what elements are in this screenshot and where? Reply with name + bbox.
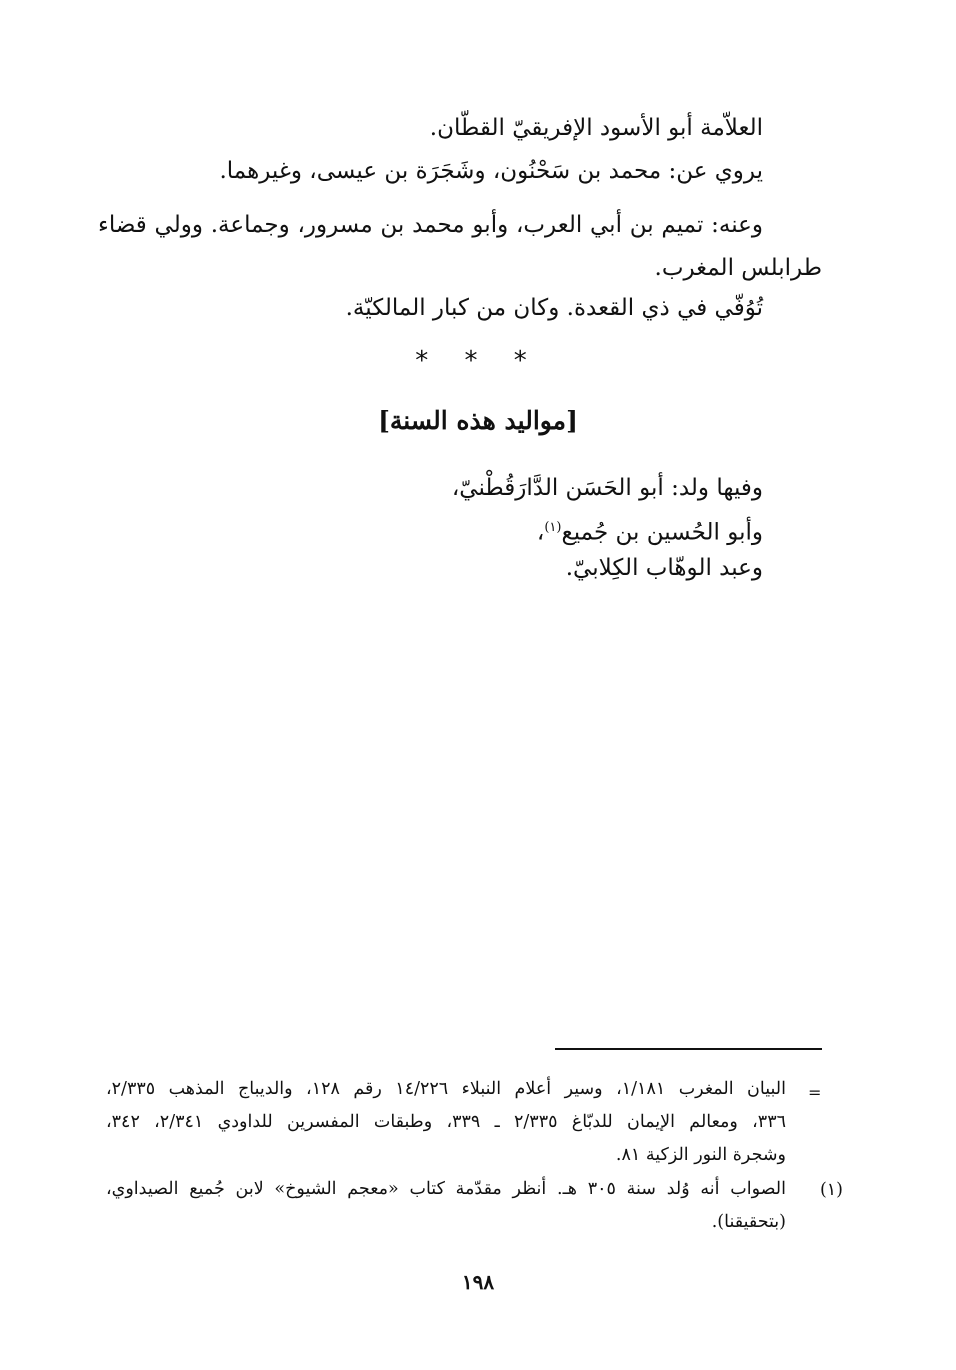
footnote-rule [555, 1048, 822, 1050]
body-line-1: العلاّمة أبو الأسود الإفريقيّ القطّان. [429, 115, 763, 141]
footnote-cont-line-2: ٣٣٦، ومعالم الإيمان للدبّاغ ٢/٣٣٥ ـ ٣٣٩، وطبقات المفسرين للداودي ٢/٣٤١، ٣٤٢، [106, 1112, 786, 1132]
body-line-5: تُوُفّي في ذي القعدة. وكان من كبار المالكيّة. [345, 295, 763, 321]
footnote-ref: (١) [544, 520, 562, 535]
footnote-1-line-1: الصواب أنه وُلد سنة ٣٠٥ هـ. أنظر مقدّمة كتاب «معجم الشيوخ» لابن جُميع الصيداوي، [106, 1179, 786, 1199]
footnote-1-line-2: (بتحقيقنا). [711, 1212, 786, 1232]
footnote-cont-line-3: وشجرة النور الزكية ٨١. [615, 1145, 786, 1165]
body-line-4: طرابلس المغرب. [654, 255, 822, 281]
body-line-2: يروي عن: محمد بن سَحْنُون، وشَجَرَة بن عيسى، وغيرهما. [219, 158, 763, 184]
birth-line-2 [537, 513, 763, 548]
birth-line-3: وعبد الوهّاب الكِلابيّ. [565, 555, 763, 581]
footnote-continuation-mark: = [808, 1083, 822, 1102]
section-separator: * * * [415, 346, 541, 376]
page-number: ١٩٨ [461, 1270, 495, 1294]
birth-name-jumay: وأبو الحُسين بن جُميع [561, 519, 763, 546]
birth-line-2-comma: ، [536, 519, 545, 546]
body-line-3: وعنه: تميم بن أبي العرب، وأبو محمد بن مسرور، وجماعة. وولي قضاء [98, 212, 763, 238]
section-heading: [مواليد هذه السنة] [378, 406, 578, 435]
footnote-1-mark: (١) [819, 1180, 843, 1200]
birth-line-1: وفيها ولد: أبو الحَسَن الدَّارَقُطْنيّ، [451, 475, 763, 501]
footnote-cont-line-1: البيان المغرب ١/١٨١، وسير أعلام النبلاء ١٤/٢٢٦ رقم ١٢٨، والديباج المذهب ٢/٣٣٥، [106, 1079, 786, 1099]
